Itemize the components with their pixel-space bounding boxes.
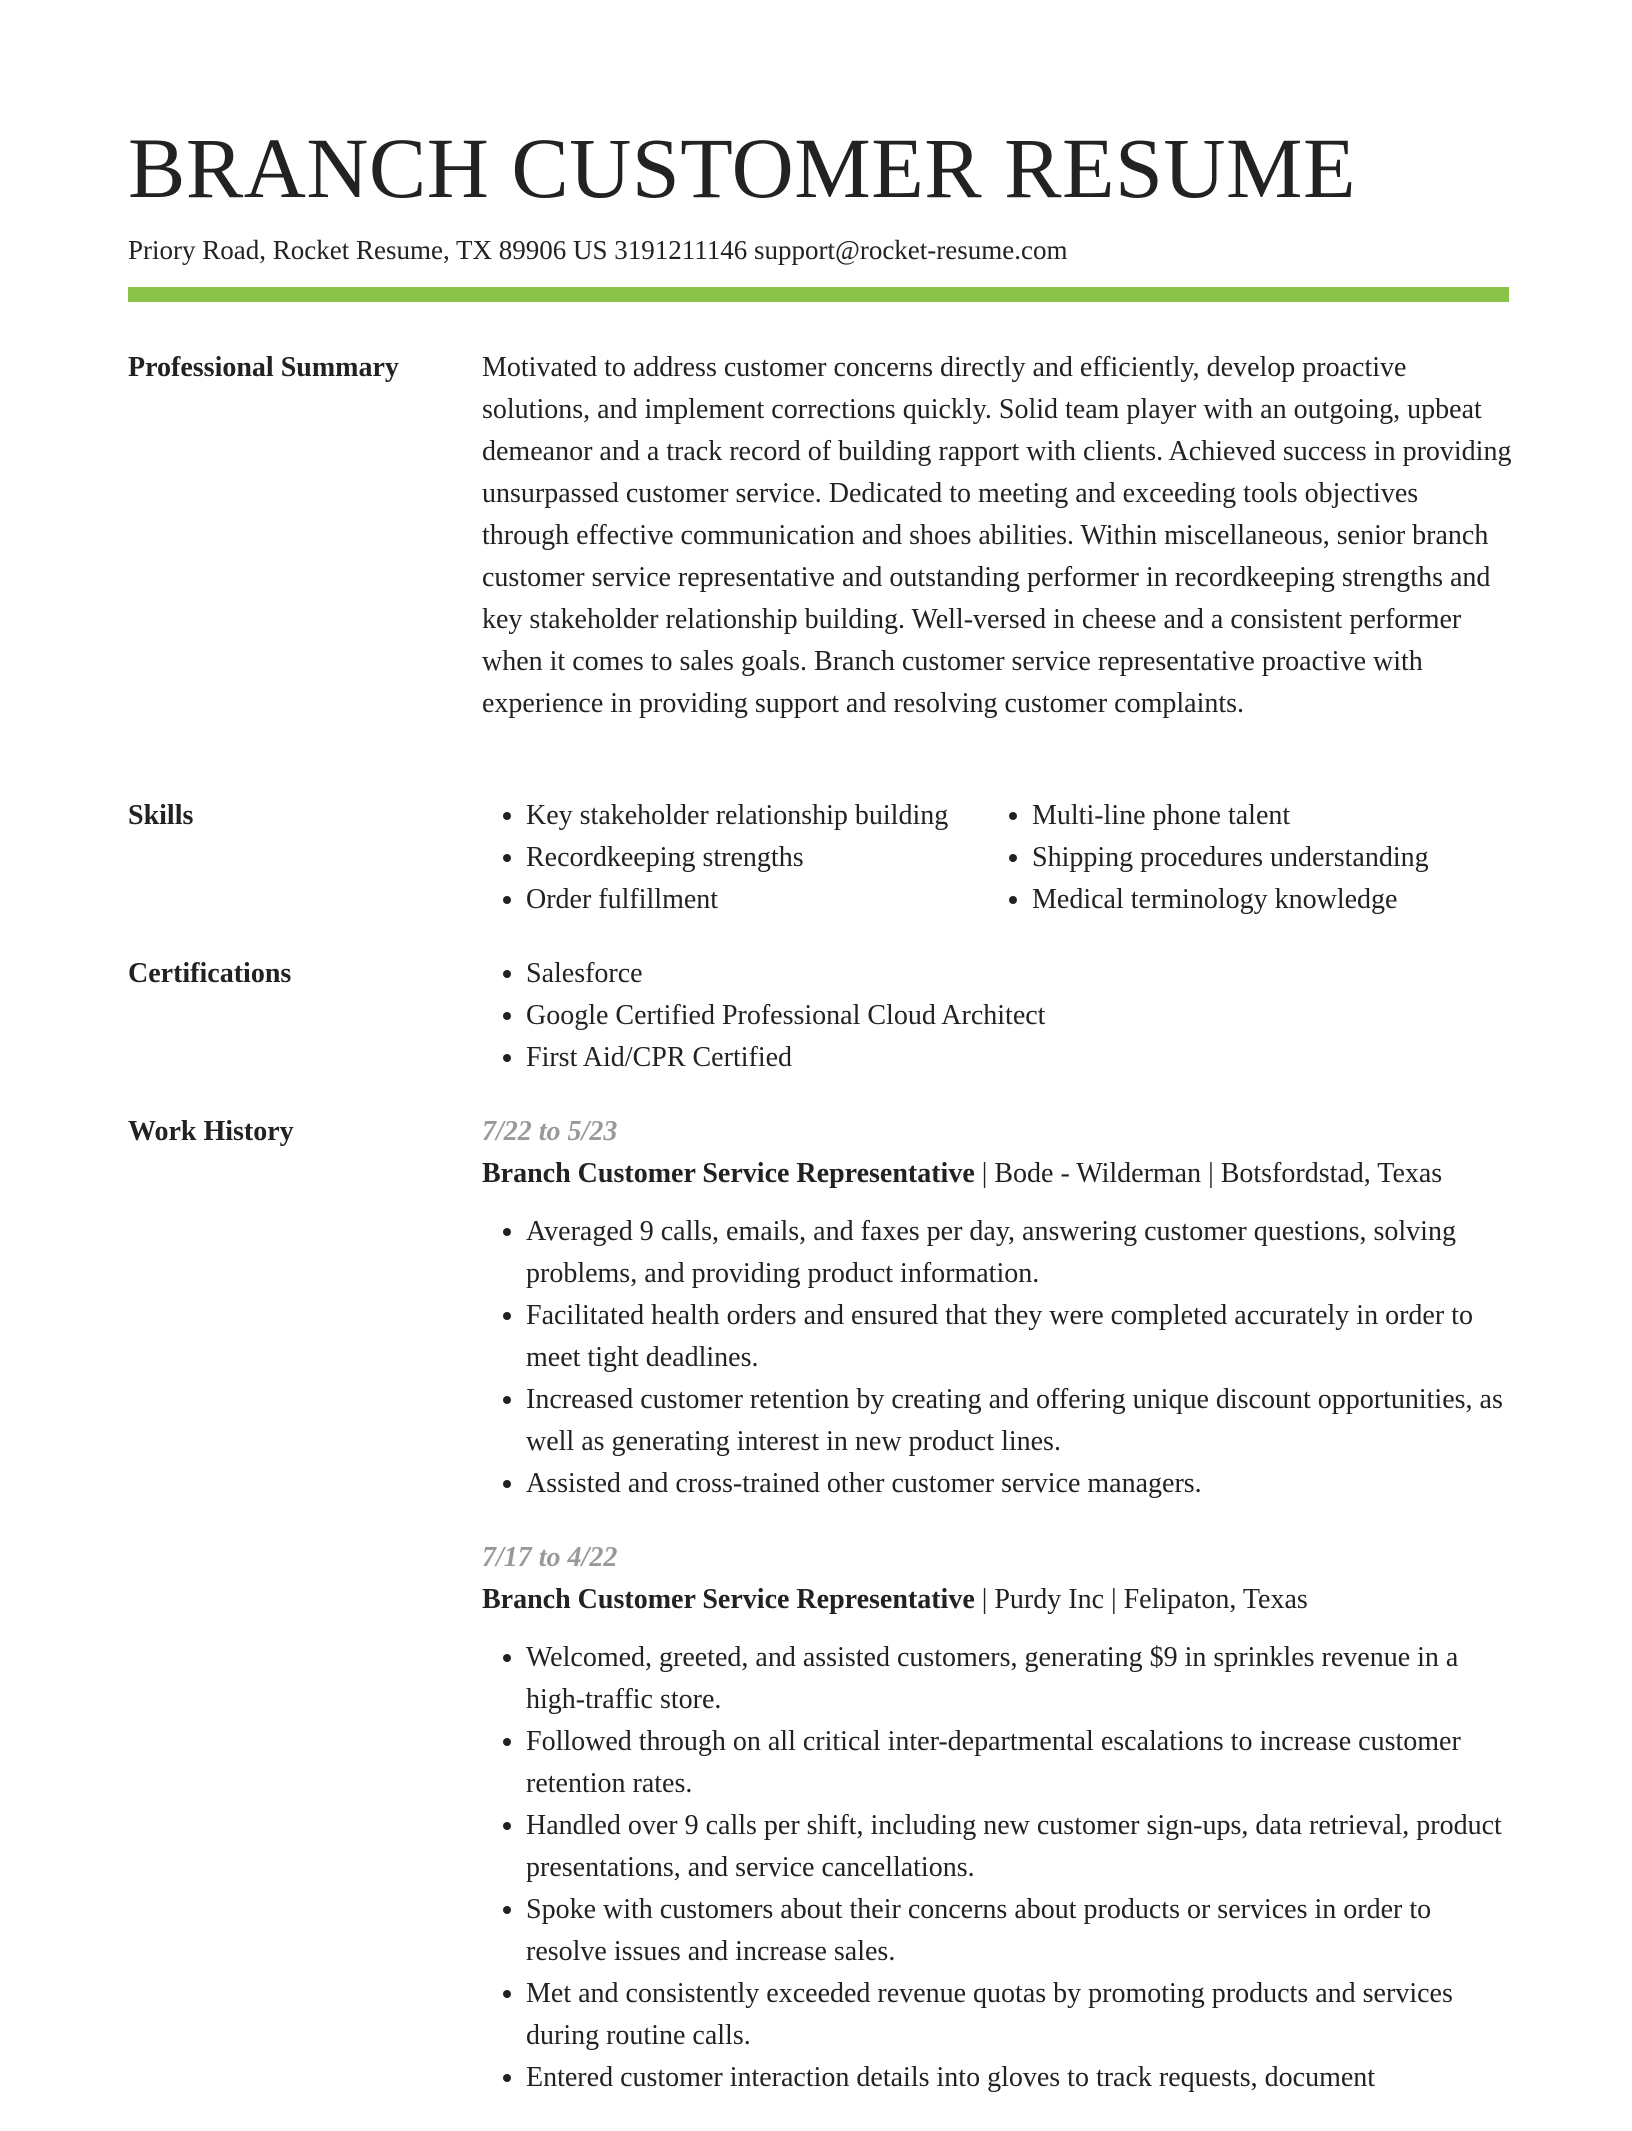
accent-divider	[128, 287, 1509, 302]
job-duty: • Welcomed, greeted, and assisted customers, generating $9 in sprinkles revenue in a high-traffic store.	[526, 1637, 1512, 1721]
skills-column-2	[988, 795, 1552, 921]
job-duty: • Increased customer retention by creating and offering unique discount opportunities, as well as generating interest in new product lines.	[526, 1379, 1512, 1463]
skill-item: • Multi-line phone talent	[1032, 795, 1552, 837]
work-history-heading: Work History	[128, 1116, 294, 1147]
skills-body	[482, 795, 1512, 921]
certifications-body	[482, 953, 1512, 1079]
job-duty: • Handled over 9 calls per shift, including new customer sign-ups, data retrieval, product presentations, and service cancellations.	[526, 1805, 1512, 1889]
skill-item: • Key stakeholder relationship building	[526, 795, 988, 837]
certification-item: • Salesforce	[526, 953, 1512, 995]
job-title: Branch Customer Service Representative	[482, 1584, 975, 1615]
skills-column-1	[482, 795, 988, 921]
job-duties	[482, 1211, 1512, 1505]
skill-item: • Medical terminology knowledge	[1032, 879, 1552, 921]
job-dates: 7/17 to 4/22	[482, 1542, 618, 1573]
job-heading	[482, 1153, 1512, 1195]
job-heading	[482, 1579, 1512, 1621]
job-company-location: | Purdy Inc | Felipaton, Texas	[974, 1584, 1308, 1615]
job-duty: • Averaged 9 calls, emails, and faxes per day, answering customer questions, solving problems, and providing product information.	[526, 1211, 1512, 1295]
job-duty: • Facilitated health orders and ensured that they were completed accurately in order to meet tight deadlines.	[526, 1295, 1512, 1379]
job-title: Branch Customer Service Representative	[482, 1158, 975, 1189]
job-company-location: | Bode - Wilderman | Botsfordstad, Texas	[974, 1158, 1443, 1189]
work-history-body	[482, 1111, 1512, 2131]
summary-body	[482, 347, 1512, 725]
job-duty: • Assisted and cross-trained other customer service managers.	[526, 1463, 1512, 1505]
skills-heading: Skills	[128, 800, 194, 831]
job-duty: • Spoke with customers about their concerns about products or services in order to resolve issues and increase sales.	[526, 1889, 1512, 1973]
job-duty: • Met and consistently exceeded revenue quotas by promoting products and services during routine calls.	[526, 1973, 1512, 2057]
certifications-list	[482, 953, 1512, 1079]
certifications-heading: Certifications	[128, 958, 292, 989]
job-duty: • Followed through on all critical inter-departmental escalations to increase customer retention rates.	[526, 1721, 1512, 1805]
job-duty: • Entered customer interaction details into gloves to track requests, document	[526, 2057, 1512, 2099]
summary-text: Motivated to address customer concerns directly and efficiently, develop proactive solutions, and implement corrections quickly. Solid team player with an outgoing, upbeat demeanor and a track record of building rapport with clients. Achieved success in providing unsurpassed customer service. Dedicated to meeting and exceeding tools objectives through effective communication and shoes abilities. Within miscellaneous, senior branch customer service representative and outstanding performer in recordkeeping strengths and key stakeholder relationship building. Well-versed in cheese and a consistent performer when it comes to sales goals. Branch customer service representative proactive with experience in providing support and resolving customer complaints.	[482, 352, 1512, 719]
job-duties	[482, 1637, 1512, 2099]
resume-title: BRANCH CUSTOMER RESUME	[128, 120, 1356, 216]
contact-line: Priory Road, Rocket Resume, TX 89906 US 3191211146 support@rocket-resume.com	[128, 235, 1068, 265]
skill-item: • Order fulfillment	[526, 879, 988, 921]
summary-heading: Professional Summary	[128, 352, 399, 383]
job-dates: 7/22 to 5/23	[482, 1116, 618, 1147]
skill-item: • Shipping procedures understanding	[1032, 837, 1552, 879]
certification-item: • Google Certified Professional Cloud Architect	[526, 995, 1512, 1037]
certification-item: • First Aid/CPR Certified	[526, 1037, 1512, 1079]
skill-item: • Recordkeeping strengths	[526, 837, 988, 879]
job-entry	[482, 1537, 1512, 2099]
job-entry	[482, 1111, 1512, 1505]
